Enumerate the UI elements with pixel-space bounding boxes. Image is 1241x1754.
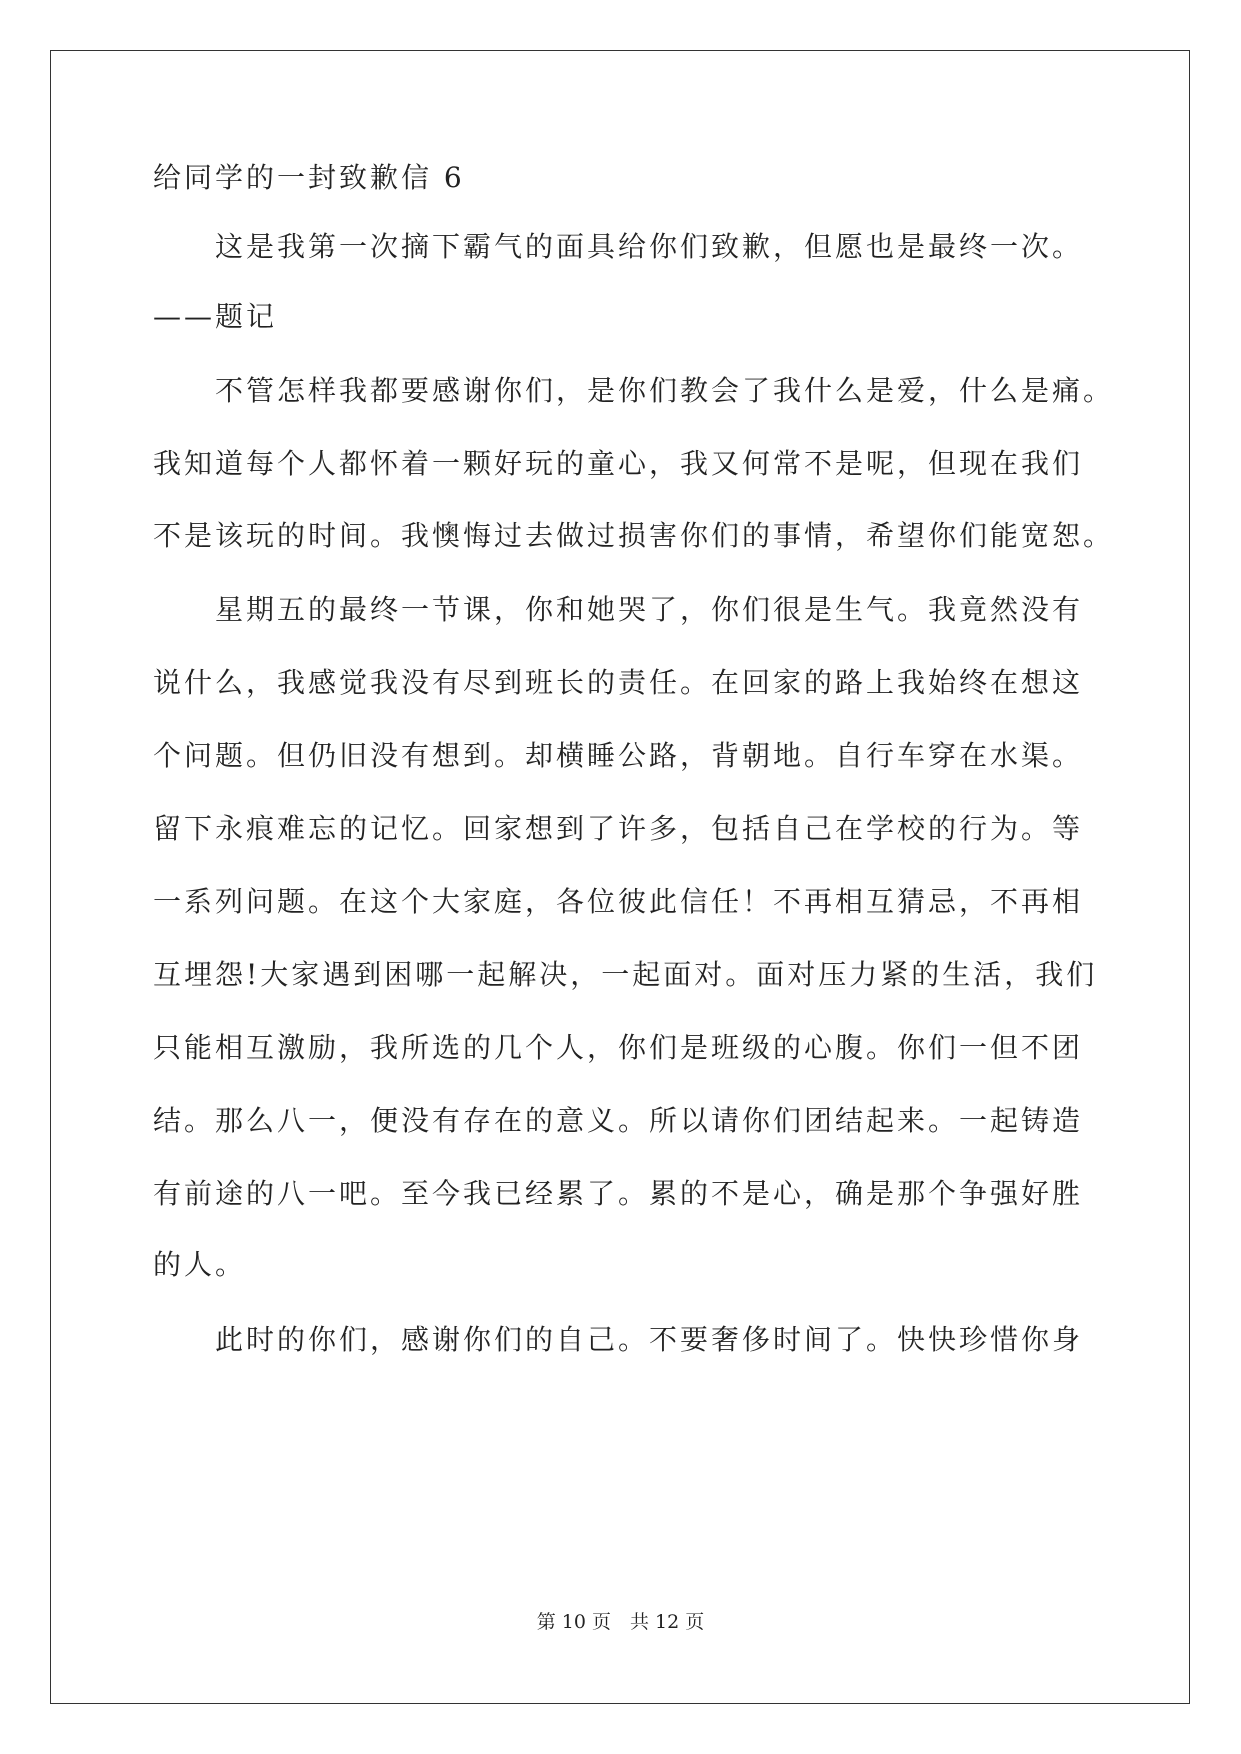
paragraph-line: 互埋怨!大家遇到困哪一起解决，一起面对。面对压力紧的生活，我们 [153, 958, 1098, 991]
paragraph-line: 有前途的八一吧。至今我已经累了。累的不是心，确是那个争强好胜 [153, 1177, 1084, 1210]
paragraph-line: 说什么，我感觉我没有尽到班长的责任。在回家的路上我始终在想这 [153, 666, 1084, 699]
paragraph-line: 个问题。但仍旧没有想到。却横睡公路，背朝地。自行车穿在水渠。 [153, 739, 1084, 772]
paragraph-line: 留下永痕难忘的记忆。回家想到了许多，包括自己在学校的行为。等 [153, 812, 1084, 845]
paragraph-line: 一系列问题。在这个大家庭，各位彼此信任！不再相互猜忌，不再相 [153, 885, 1084, 918]
paragraph-line: 只能相互激励，我所选的几个人，你们是班级的心腹。你们一但不团 [153, 1031, 1084, 1064]
paragraph-line: 此时的你们，感谢你们的自己。不要奢侈时间了。快快珍惜你身 [215, 1323, 1084, 1356]
paragraph-line: 的人。 [153, 1248, 247, 1281]
paragraph-line: 星期五的最终一节课，你和她哭了，你们很是生气。我竟然没有 [215, 593, 1084, 626]
paragraph-line: ——题记 [153, 300, 278, 333]
paragraph-line: 不是该玩的时间。我懊悔过去做过损害你们的事情，希望你们能宽恕。 [153, 519, 1115, 552]
paragraph-line: 这是我第一次摘下霸气的面具给你们致歉，但愿也是最终一次。 [215, 230, 1084, 263]
paragraph-line: 不管怎样我都要感谢你们，是你们教会了我什么是爱，什么是痛。 [215, 374, 1115, 407]
page-number-footer: 第 10 页 共 12 页 [536, 1611, 705, 1633]
paragraph-line: 结。那么八一，便没有存在的意义。所以请你们团结起来。一起铸造 [153, 1104, 1084, 1137]
paragraph-line: 我知道每个人都怀着一颗好玩的童心，我又何常不是呢，但现在我们 [153, 447, 1084, 480]
document-title: 给同学的一封致歉信 6 [153, 161, 465, 194]
